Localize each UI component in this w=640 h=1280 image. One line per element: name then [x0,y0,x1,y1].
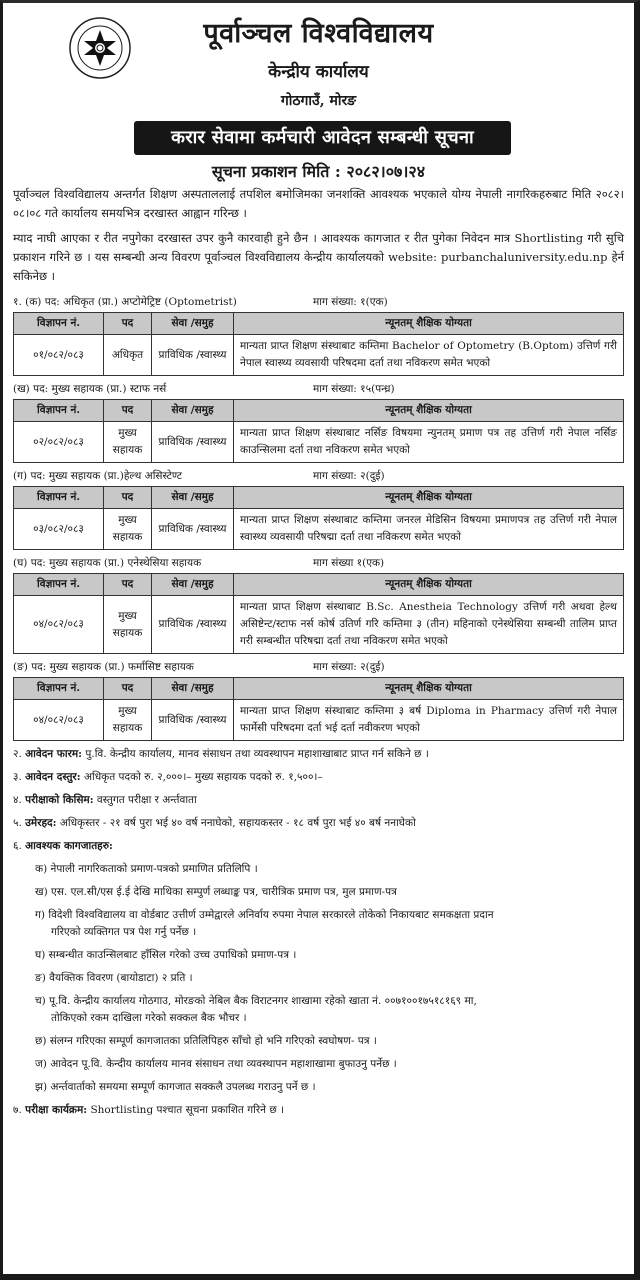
document-item [13,1056,624,1073]
document-item [13,884,624,901]
item-text: Shortlisting पश्चात सूचना प्रकाशित गरिने छ । [87,1104,284,1116]
header-position: पद [104,400,152,422]
header-service-group: सेवा /समुह [152,574,234,596]
item-label: आवेदन फारम: [25,748,83,760]
post-demand: माग संख्या: १(एक) [313,296,388,308]
qualification-cell: मान्यता प्राप्त शिक्षण संस्थाबाट B.Sc. Anestheia Technology उत्तिर्ण गरी अथवा हेल्थ असिष्टेन्ट/स्टाफ नर्स कोर्ष उतिर्ण गरि कम्तिमा ३ (तीन) महिनाको एनेस्थेसिया सम्बन्धी तालिम प्राप्त गरी सम्बन्धीत परिषद्मा दर्ता तथा नविकरण समेत भएको [234,596,624,654]
ad-number-cell: ०२/०८२/०८३ [14,422,104,463]
documents-list [13,861,624,1096]
post-demand: माग संख्या १(एक) [313,557,385,569]
item-text: अधिकृत पदको रु. २,०००।– मुख्य सहायक पदको रु. १,५००।– [80,771,323,783]
header-service-group: सेवा /समुह [152,487,234,509]
header-position: पद [104,487,152,509]
post-heading [13,466,624,486]
table-row [14,422,624,463]
document-mark: ग) [35,909,46,921]
header-ad-number: विज्ञापन नं. [14,400,104,422]
notice-body [13,185,624,1125]
header-ad-number: विज्ञापन नं. [14,313,104,335]
table-header-row [14,400,624,422]
notice-title-banner: करार सेवामा कर्मचारी आवेदन सम्बन्धी सूचना [134,121,511,155]
service-cell: प्राविधिक /स्वास्थ्य [152,509,234,550]
position-cell: मुख्य सहायक [104,509,152,550]
document-text: अर्न्तवार्ताको समयमा सम्पूर्ण कागजात सक्कलै उपलब्ध गराउनु पर्ने छ । [50,1081,316,1093]
publication-date: सूचना प्रकाशन मिति : २०८२।०७।२४ [211,162,426,181]
header-service-group: सेवा /समुह [152,678,234,700]
service-cell: प्राविधिक /स्वास्थ्य [152,596,234,654]
condition-item [13,769,624,785]
post-title: (ग) पद: मुख्य सहायक (प्रा.)हेल्थ असिस्टेण्ट [13,470,183,482]
document-text: संलग्न गरिएका सम्पूर्ण कागजातका प्रतिलिपिहरु साँचो हो भनि गरिएको स्वघोषण- पत्र । [49,1035,377,1047]
service-cell: प्राविधिक /स्वास्थ्य [152,700,234,741]
table-row [14,700,624,741]
qualification-table [13,312,624,376]
document-item [13,993,624,1027]
post-title: १. (क) पद: अधिकृत (प्रा.) अप्टोमेट्रिष्ट (Optometrist) [13,296,237,308]
document-mark: च) [35,995,46,1007]
table-header-row [14,487,624,509]
document-mark: घ) [35,949,46,961]
item-label: परीक्षा कार्यक्रम: [25,1104,88,1116]
qualification-table [13,399,624,463]
conditions-list [13,746,624,854]
post-heading [13,553,624,573]
intro-paragraph-2: म्याद नाघी आएका र रीत नपुगेका दरखास्त उपर कुनै कारवाही हुने छैन । आवश्यक कागजात र रीत पुगेका निवेदन मात्र Shortlisting गरी सुचि प्रकाशन गरिने छ । यस सम्बन्धी अन्य विवरण पूर्वाञ्चल विश्वविद्यालय केन्द्रीय कार्यालयको website: purbanchaluniversity.edu.np हेर्न सकिनेछ । [13,231,624,283]
document-mark: छ) [35,1035,47,1047]
header-position: पद [104,678,152,700]
header-ad-number: विज्ञापन नं. [14,574,104,596]
item-label: परीक्षाको किसिम: [25,794,94,806]
post-title: (घ) पद: मुख्य सहायक (प्रा.) एनेस्थेसिया सहायक [13,557,202,569]
document-item [13,907,624,941]
item-number: २. [13,748,22,760]
header-ad-number: विज्ञापन नं. [14,678,104,700]
header-position: पद [104,574,152,596]
qualification-table [13,573,624,654]
document-text: विदेशी विश्वविद्यालय वा वोर्डबाट उत्तीर्ण उम्मेद्वारले अनिर्वाय रुपमा नेपाल सरकारले तोकेको निकायबाट समकक्षता प्रदान [48,909,494,921]
position-cell: मुख्य सहायक [104,422,152,463]
document-text-continued: तोकिएको रकम दाखिला गरेको सक्कल बैक भौचर । [51,1012,247,1024]
item-label: आवेदन दस्तुर: [25,771,81,783]
qualification-cell: मान्यता प्राप्त शिक्षण संस्थाबाट कम्तिमा जनरल मेडिसिन विषयमा प्रमाणपत्र तह उत्तिर्ण गरी नेपाल स्वास्थ्य व्यवसायी परिषद्मा दर्ता तथा नविकरण समेत भएको [234,509,624,550]
ad-number-cell: ०१/०८२/०८३ [14,335,104,376]
table-header-row [14,574,624,596]
service-cell: प्राविधिक /स्वास्थ्य [152,335,234,376]
document-mark: ङ) [35,972,46,984]
item-text: पु.वि. केन्द्रीय कार्यालय, मानव संसाधन तथा व्यवस्थापन महाशाखाबाट प्राप्त गर्न सकिने छ । [82,748,429,760]
table-row [14,596,624,654]
document-mark: ज) [35,1058,47,1070]
post-heading [13,657,624,677]
post-heading [13,379,624,399]
post-title: (ख) पद: मुख्य सहायक (प्रा.) स्टाफ नर्स [13,383,167,395]
condition-item [13,746,624,762]
item-number: ७. [13,1104,22,1116]
document-item [13,1079,624,1096]
document-item [13,970,624,987]
post-heading [13,292,624,312]
table-row [14,509,624,550]
position-cell: मुख्य सहायक [104,596,152,654]
document-item [13,1033,624,1050]
post-demand: माग संख्या: २(दुई) [313,470,385,482]
header-ad-number: विज्ञापन नं. [14,487,104,509]
item-number: ३. [13,771,22,783]
document-item [13,861,624,878]
position-cell: मुख्य सहायक [104,700,152,741]
item-text: अधिकृस्तर - २१ वर्ष पुरा भई ४० वर्ष ननाघेको, सहायकस्तर - १८ वर्ष पुरा भई ४० बर्ष ननाघेको [56,817,416,829]
item-number: ४. [13,794,22,806]
document-text: आवेदन पू.वि. केन्दीय कार्यालय मानव संसाधन तथा व्यवस्थापन महाशाखामा बुफाउनु पर्नेछ । [50,1058,397,1070]
document-text: वैयक्तिक विवरण (बायोडाटा) २ प्रति । [49,972,193,984]
posts-section [13,292,624,741]
table-row [14,335,624,376]
header-service-group: सेवा /समुह [152,400,234,422]
exam-schedule-item [13,1102,624,1118]
ad-number-cell: ०३/०८२/०८३ [14,509,104,550]
table-header-row [14,313,624,335]
header-position: पद [104,313,152,335]
document-item [13,947,624,964]
header-qualification: न्यूनतम् शैक्षिक योग्यता [234,574,624,596]
document-mark: क) [35,863,48,875]
item-text: वस्तुगत परीक्षा र अर्न्तवाता [93,794,197,806]
office-location: गोठगाउँ, मोरङ [280,93,357,109]
item-label: उमेरहद: [25,817,57,829]
header-qualification: न्यूनतम् शैक्षिक योग्यता [234,487,624,509]
condition-item [13,792,624,808]
qualification-cell: मान्यता प्राप्त शिक्षण संस्थाबाट कम्तिमा Bachelor of Optometry (B.Optom) उत्तिर्ण गरी नेपाल स्वास्थ्य व्यवसायी परिषदमा दर्ता तथा नविकरण समेत भएको [234,335,624,376]
document-mark: ख) [35,886,48,898]
document-mark: झ) [35,1081,48,1093]
qualification-table [13,486,624,550]
ad-number-cell: ०४/०८२/०८३ [14,596,104,654]
document-text: एस. एल.सी/एस ई.ई देखि माथिका सम्पुर्ण लब्धाङ्क पत्र, चारीत्रिक प्रमाण पत्र, मुल प्रमाण-पत्र [51,886,397,898]
header-service-group: सेवा /समुह [152,313,234,335]
document-text: पू.वि. केन्द्रीय कार्यालय गोठगाउ, मोरङको नेबिल बैक विराटनगर शाखामा रहेको खाता नं. ००७१००१७५१८१६९ मा, [49,995,477,1007]
header-qualification: न्यूनतम् शैक्षिक योग्यता [234,313,624,335]
post-demand: माग संख्या: २(दुई) [313,661,385,673]
item-number: ५. [13,817,22,829]
condition-item [13,815,624,831]
qualification-cell: मान्यता प्राप्त शिक्षण संस्थाबाट कम्तिमा ३ बर्ष Diploma in Pharmacy उत्तिर्ण गरी नेपाल फार्मेसी परिषदमा दर्ता भई दर्ता नवीकरण भएको [234,700,624,741]
qualification-cell: मान्यता प्राप्त शिक्षण संस्थाबाट नर्सिङ विषयमा न्युनतम् प्रमाण पत्र तह उत्तिर्ण गरी नेपाल नर्सिङ काउन्सिलमा दर्ता तथा नविकरण समेत भएको [234,422,624,463]
notice-header [3,3,634,181]
item-number: ६. [13,840,22,852]
document-text-continued: गरिएको व्यक्तिगत पत्र पेश गर्नु पर्नेछ । [51,926,197,938]
office-name: केन्द्रीय कार्यालय [268,62,369,82]
document-text: नेपाली नागरिकताको प्रमाण-पत्रको प्रमाणित प्रतिलिपि । [50,863,258,875]
table-header-row [14,678,624,700]
condition-item [13,838,624,854]
header-qualification: न्यूनतम् शैक्षिक योग्यता [234,678,624,700]
ad-number-cell: ०४/०८२/०८३ [14,700,104,741]
position-cell: अधिकृत [104,335,152,376]
item-label: आवश्यक कागजातहरु: [25,840,113,852]
post-title: (ङ) पद: मुख्य सहायक (प्रा.) फर्मासिष्ट सहायक [13,661,194,673]
service-cell: प्राविधिक /स्वास्थ्य [152,422,234,463]
intro-paragraph-1: पूर्वाञ्चल विश्वविद्यालय अन्तर्गत शिक्षण अस्पताललाई तपशिल बमोजिमका जनशक्ति आवश्यक भएकाले योग्य नेपाली नागरिकहरुबाट मिति २०८२।०८।०८ गते कार्यालय समयभित्र दरखास्त आह्वान गरिन्छ । [13,187,624,220]
qualification-table [13,677,624,741]
header-qualification: न्यूनतम् शैक्षिक योग्यता [234,400,624,422]
document-text: सम्बन्धीत काउन्सिलबाट हाँसिल गरेको उच्च उपाधिको प्रमाण-पत्र । [48,949,297,961]
university-name: पूर्वाञ्चल विश्वविद्यालय [203,18,434,49]
post-demand: माग संख्या: १५(पन्ध्र) [313,383,395,395]
